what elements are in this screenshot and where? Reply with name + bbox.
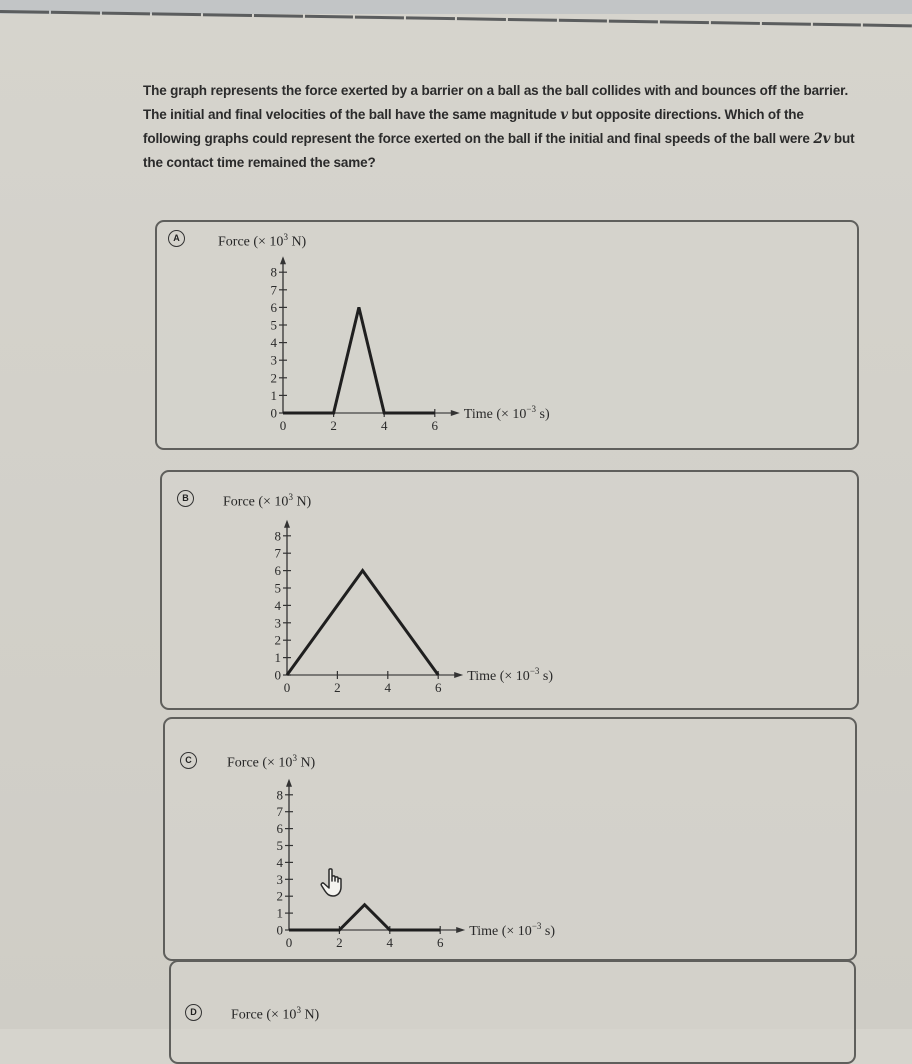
y-tick-label: 1 [271,388,278,403]
x-axis-arrow [454,672,463,678]
progress-segment [457,17,506,21]
question-part-1: The graph represents the force exerted by a barrier on a ball as the ball collides with and bounces off the barrier. The initial and final velocities of the ball have the same magnitude [143,83,848,122]
question-part-3: but the contact time remained the same? [143,131,854,170]
x-tick-label: 6 [437,935,444,950]
y-tick-label: 8 [275,528,282,543]
answer-option-a[interactable] [155,220,859,450]
y-tick-label: 6 [277,821,284,836]
y-tick-label: 0 [277,923,284,938]
y-tick-label: 7 [271,282,278,297]
top-bar [0,0,912,14]
question-text [143,79,863,175]
force-time-chart-b [162,472,857,708]
y-tick-label: 4 [271,335,278,350]
x-tick-label: 4 [385,680,392,695]
progress-segment [559,19,608,23]
force-label-exponent: 3 [288,492,293,502]
x-axis-arrow [451,410,460,416]
progress-segment [51,11,100,15]
y-tick-label: 0 [275,668,282,683]
force-label-unit: N) [293,495,311,510]
force-axis-label [231,1005,319,1024]
x-tick-label: 0 [280,418,287,433]
y-tick-label: 3 [271,353,278,368]
x-tick-label: 6 [435,680,442,695]
x-tick-label: 2 [334,680,341,695]
y-axis-arrow [284,520,290,528]
y-tick-label: 4 [277,855,284,870]
x-axis-arrow [456,927,465,933]
answer-option-b[interactable] [160,470,859,710]
option-letter-c: C [180,752,197,769]
x-tick-label: 0 [284,680,291,695]
y-tick-label: 0 [271,406,278,421]
y-tick-label: 7 [275,546,282,561]
progress-segment [660,20,709,24]
force-curve [287,571,438,675]
force-time-chart-c [165,719,855,959]
force-label-unit: N) [297,756,315,771]
progress-segment [406,16,455,20]
progress-segment [102,12,151,16]
velocity-2v-symbol: 2v [813,131,830,147]
progress-segment [508,18,557,22]
x-tick-label: 6 [432,418,439,433]
option-letter-a: A [168,230,185,247]
y-tick-label: 6 [271,300,278,315]
force-curve [289,905,440,930]
force-label-exponent: 3 [283,232,288,242]
progress-segment [0,10,49,14]
y-axis-arrow [286,779,292,787]
progress-segment [203,13,252,17]
y-tick-label: 2 [271,370,278,385]
y-tick-label: 1 [277,906,284,921]
force-label-unit: N) [288,235,306,250]
y-tick-label: 1 [275,650,282,665]
y-tick-label: 5 [275,581,282,596]
y-tick-label: 3 [275,615,282,630]
y-tick-label: 6 [275,563,282,578]
y-axis-arrow [280,256,286,264]
option-letter-b: B [177,490,194,507]
velocity-symbol: v [560,107,568,123]
force-label-text: Force (× 10 [218,235,283,250]
progress-segment [355,16,404,20]
y-tick-label: 7 [277,804,284,819]
y-tick-label: 8 [271,265,278,280]
x-tick-label: 2 [336,935,343,950]
x-axis-label: Time (× $10^{-3}$ s) [467,666,553,684]
y-tick-label: 4 [275,598,282,613]
x-tick-label: 2 [330,418,337,433]
y-tick-label: 3 [277,872,284,887]
question-part-2: but opposite directions. Which of the following graphs could represent the force exerted on the ball if the initial and final speeds of the ball were [143,107,813,146]
progress-segment [812,23,861,27]
y-tick-label: 5 [271,318,278,333]
force-label-text: Force (× 10 [231,1008,296,1023]
force-label-unit: N) [301,1008,319,1023]
x-tick-label: 4 [387,935,394,950]
force-curve [283,307,435,413]
x-tick-label: 4 [381,418,388,433]
answer-option-d[interactable] [169,960,856,1064]
x-tick-label: 0 [286,935,293,950]
progress-segment [254,14,303,18]
answer-option-c[interactable] [163,717,857,961]
progress-segment [609,20,658,24]
y-tick-label: 2 [277,889,284,904]
y-tick-label: 5 [277,838,284,853]
option-letter-d: D [185,1004,202,1021]
y-tick-label: 8 [277,787,284,802]
x-axis-label: Time (× $10^{-3}$ s) [469,921,555,939]
progress-segment [711,21,760,25]
hand-pointer-icon [320,867,350,899]
force-time-chart-a [157,222,857,448]
progress-segment [305,15,354,19]
progress-segment [152,12,201,16]
force-label-text: Force (× 10 [227,756,292,771]
progress-segment [863,24,912,28]
force-label-exponent: 3 [292,753,297,763]
y-tick-label: 2 [275,633,282,648]
segmented-progress-bar [0,10,912,27]
progress-segment [762,22,811,26]
x-axis-label: Time (× $10^{-3}$ s) [464,404,550,422]
force-label-text: Force (× 10 [223,495,288,510]
force-label-exponent: 3 [296,1005,301,1015]
